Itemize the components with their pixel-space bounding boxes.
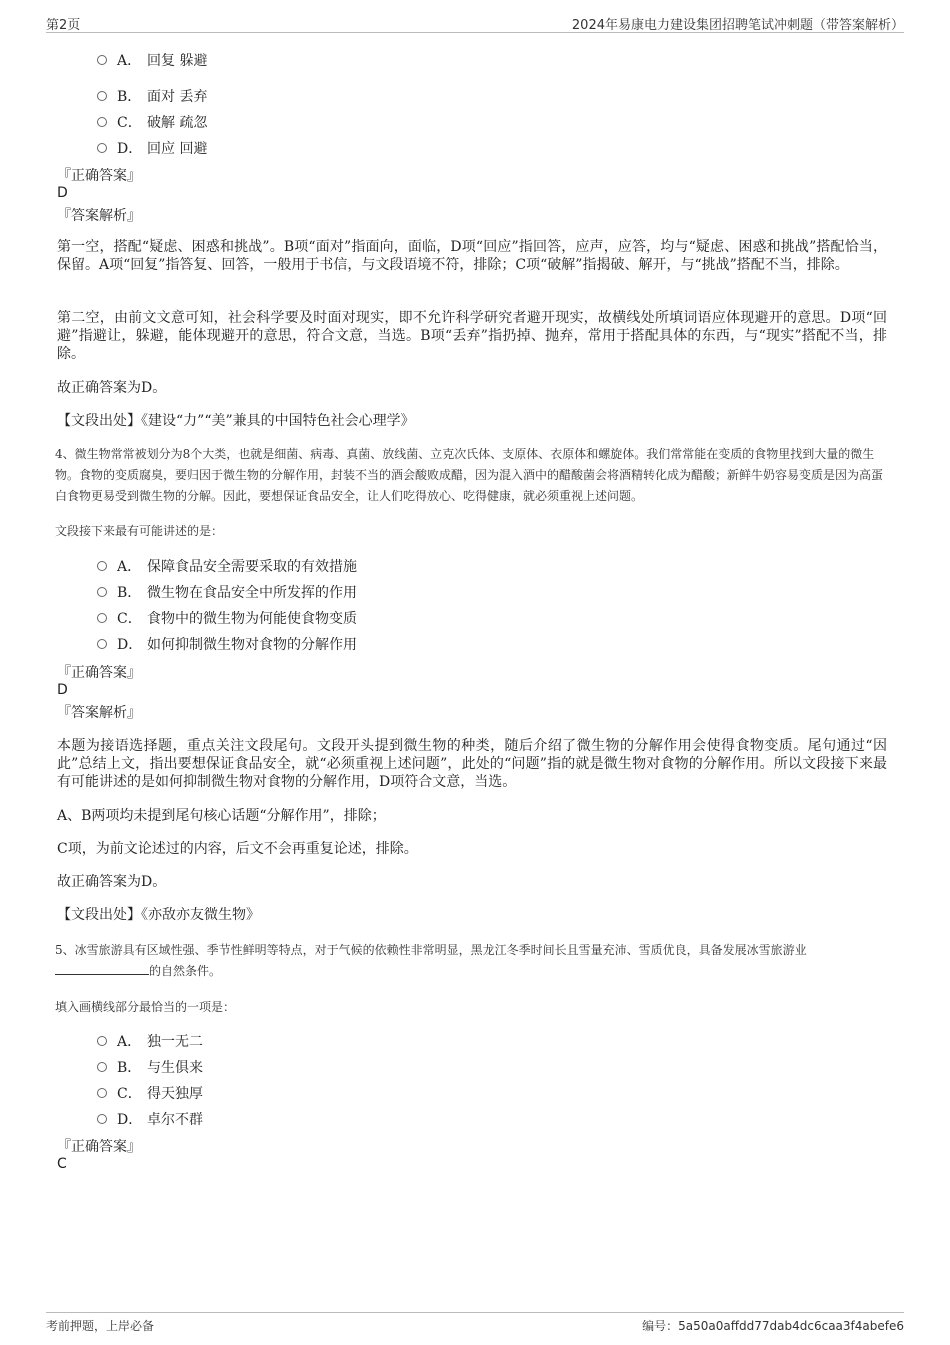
q4-analysis-paragraph-1: 本题为接语选择题，重点关注文段尾句。文段开头提到微生物的种类，随后介绍了微生物的分解作用会使得食物变质。尾句通过“因此”总结上文，指出要想保证食品安全，就“必须重视上述问题”，此处的“问题”指的就是微生物对食物的分解作用。所以文段接下来最有可能讲述的是如何抑制微生物对食物的分解作用，D项符合文意，当选。	[57, 738, 887, 790]
page-header	[46, 12, 904, 33]
q3-option-b[interactable]: B． 面对 丢弃	[97, 86, 207, 106]
q4-answer-label: 『正确答案』	[57, 665, 141, 681]
radio-icon[interactable]	[97, 613, 107, 623]
document-code: 编号：5a50a0affdd77dab4dc6caa3f4abefe6	[642, 1319, 904, 1333]
q4-option-b[interactable]: B． 微生物在食品安全中所发挥的作用	[97, 582, 357, 602]
radio-icon[interactable]	[97, 1114, 107, 1124]
q3-analysis-paragraph-1: 第一空，搭配“疑虑、困惑和挑战”。B项“面对”指面向，面临，D项“回应”指回答，应声，应答，均与“疑虑、困惑和挑战”搭配恰当，保留。A项“回复”指答复、回答，一般用于书信，与文段语境不符，排除；C项“破解”指揭破、解开，与“挑战”搭配不当，排除。	[57, 239, 887, 273]
radio-icon[interactable]	[97, 639, 107, 649]
radio-icon[interactable]	[97, 1088, 107, 1098]
q4-analysis-paragraph-3: C项，为前文论述过的内容，后文不会再重复论述，排除。	[57, 841, 418, 857]
q3-option-d[interactable]: D． 回应 回避	[97, 138, 207, 158]
q5-prompt: 填入画横线部分最恰当的一项是：	[55, 1000, 236, 1014]
q5-option-a[interactable]: A． 独一无二	[97, 1031, 203, 1051]
q3-answer: D	[57, 185, 68, 201]
q4-analysis-paragraph-2: A、B两项均未提到尾句核心话题“分解作用”，排除；	[57, 808, 386, 824]
radio-icon[interactable]	[97, 1036, 107, 1046]
q5-answer-label: 『正确答案』	[57, 1139, 141, 1155]
q3-source: 【文段出处】《建设“力”“美”兼具的中国特色社会心理学》	[57, 413, 415, 429]
page-footer	[46, 1312, 904, 1333]
q5-option-b[interactable]: B． 与生俱来	[97, 1057, 203, 1077]
q3-answer-label: 『正确答案』	[57, 168, 141, 184]
page-number: 第2页	[46, 18, 81, 33]
radio-icon[interactable]	[97, 561, 107, 571]
q4-source: 【文段出处】《亦敌亦友微生物》	[57, 907, 260, 923]
q4-conclusion: 故正确答案为D。	[57, 874, 167, 890]
radio-icon[interactable]	[97, 1062, 107, 1072]
q3-analysis-label: 『答案解析』	[57, 208, 141, 224]
q4-option-c[interactable]: C． 食物中的微生物为何能使食物变质	[97, 608, 357, 628]
q5-option-d[interactable]: D． 卓尔不群	[97, 1109, 203, 1129]
q4-option-a[interactable]: A． 保障食品安全需要采取的有效措施	[97, 556, 357, 576]
q3-analysis-paragraph-2: 第二空，由前文文意可知，社会科学要及时面对现实，即不允许科学研究者避开现实，故横线处所填词语应体现避开的意思。D项“回避”指避让，躲避，能体现避开的意思，符合文意，当选。B项“丢弃”指扔掉、抛弃，常用于搭配具体的东西，与“现实”搭配不当，排除。	[57, 310, 887, 362]
radio-icon[interactable]	[97, 91, 107, 101]
radio-icon[interactable]	[97, 55, 107, 65]
q3-conclusion: 故正确答案为D。	[57, 380, 167, 396]
q5-stem: 5、冰雪旅游具有区域性强、季节性鲜明等特点，对于气候的依赖性非常明显，黑龙江冬季时间长且雪量充沛、雪质优良，具备发展冰雪旅游业的自然条件。	[55, 943, 807, 978]
q4-prompt: 文段接下来最有可能讲述的是：	[55, 524, 224, 538]
radio-icon[interactable]	[97, 587, 107, 597]
document-title: 2024年易康电力建设集团招聘笔试冲刺题（带答案解析）	[571, 18, 904, 33]
q4-stem: 4、微生物常常被划分为8个大类，也就是细菌、病毒、真菌、放线菌、立克次氏体、支原体、衣原体和螺旋体。我们常常能在变质的食物里找到大量的微生物。食物的变质腐臭，要归因于微生物的分解作用，封装不当的酒会酸败成醋，因为混入酒中的醋酸菌会将酒精转化成为醋酸；新鲜牛奶容易变质是因为高蛋白食物更易受到微生物的分解。因此，要想保证食品安全，让人们吃得放心、吃得健康，就必须重视上述问题。	[55, 447, 884, 503]
footer-slogan: 考前押题，上岸必备	[46, 1319, 155, 1333]
q5-answer: C	[57, 1156, 67, 1172]
q4-analysis-label: 『答案解析』	[57, 705, 141, 721]
radio-icon[interactable]	[97, 143, 107, 153]
q3-option-c[interactable]: C． 破解 疏忽	[97, 112, 207, 132]
q3-option-a[interactable]: A． 回复 躲避	[97, 50, 207, 70]
fill-blank	[55, 962, 149, 975]
q5-option-c[interactable]: C． 得天独厚	[97, 1083, 203, 1103]
radio-icon[interactable]	[97, 117, 107, 127]
q4-option-d[interactable]: D． 如何抑制微生物对食物的分解作用	[97, 634, 357, 654]
q4-answer: D	[57, 682, 68, 698]
